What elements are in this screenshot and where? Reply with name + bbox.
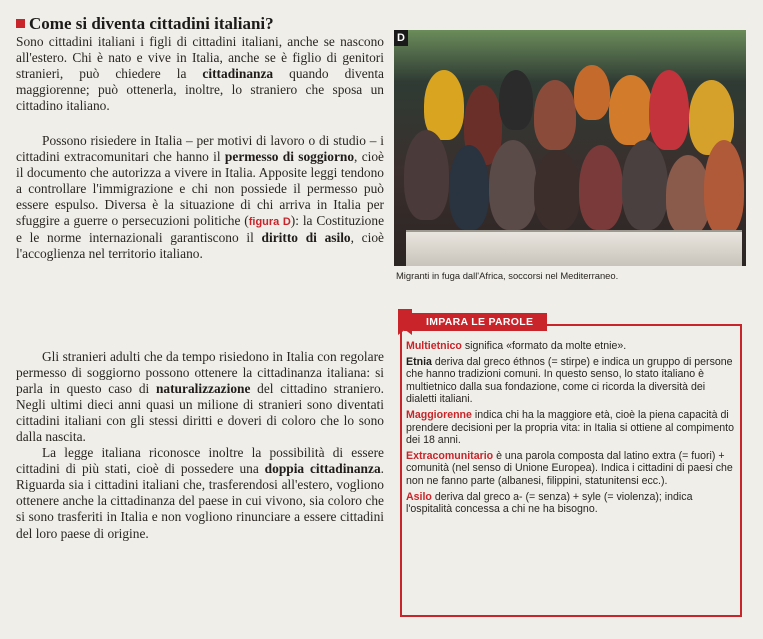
photo-boat xyxy=(406,230,742,266)
vocabulary-title: IMPARA LE PAROLE xyxy=(404,313,547,331)
term-diritto-di-asilo: diritto di asilo xyxy=(261,230,351,246)
figure-reference: figura D xyxy=(248,216,291,229)
photo-caption: Migranti in fuga dall'Africa, soccorsi nel Mediterraneo. xyxy=(396,270,619,281)
paragraph-3-text: Gli stranieri adulti che da tempo risiedono in Italia con regolare permesso di soggiorno possono ottenere la cittadinanza italiana: si parla in questo caso di naturalizzazione del cittadino straniero. Negli ultimi dieci anni quasi un milione di stranieri sono diventati cittadini italiani con gli stessi diritti e doveri di coloro che lo sono dalla nascita. xyxy=(16,349,384,445)
section-heading xyxy=(16,14,386,34)
heading-bullet-icon xyxy=(16,19,25,28)
p1-text: Sono cittadini italiani i figli di cittadini italiani, anche se nascono all'estero. Chi è nato e vive in Italia, anche se è figlio di genitori stranieri, può chiedere la cittadinanza quando diventa maggiorenne; può ottenerla, inoltre, lo straniero che sposa un cittadino italiano. xyxy=(16,34,384,114)
paragraph-2-text: Possono risiedere in Italia – per motivi di lavoro o di studio – i cittadini extracomunitari che hanno il permesso di soggiorno, cioè il documento che autorizza a vivere in Italia. Apposite leggi tendono a controllare l'immigrazione e chi non possiede il permesso può essere espulso. Diversa è la situazione di chi arriva in Italia per sfuggire a guerre o persecuzioni politiche (figura D): la Costituzione e le norme internazionali garantiscono il diritto di asilo, cioè l'accoglienza nel territorio italiano. xyxy=(16,133,385,262)
vocab-entry: Asilo deriva dal greco a- (= senza) + syle (= violenza); indica l'ospitalità concessa a chi ne ha bisogno. xyxy=(406,490,693,516)
heading-text: Come si diventa cittadini italiani? xyxy=(29,14,274,33)
term-permesso-di-soggiorno: permesso di soggiorno xyxy=(224,149,355,165)
vocabulary-entries xyxy=(406,340,736,519)
migrants-photo xyxy=(394,30,746,266)
term-cittadinanza: cittadinanza xyxy=(202,66,274,82)
vocab-entry: Multietnico significa «formato da molte etnie». xyxy=(406,340,627,352)
paragraph-4-text: La legge italiana riconosce inoltre la possibilità di essere cittadini di più stati, cioè di possedere una doppia cittadinanza. Riguarda sia i cittadini italiani che, trasferendosi all'estero, vogliono ottenere anche la cittadinanza del paese in cui vivono, sia coloro che si sono trasferiti in Italia e non vogliono rinunciare a essere cittadini del loro paese di origine. xyxy=(16,445,384,541)
term-naturalizzazione: naturalizzazione xyxy=(155,381,251,397)
term-doppia-cittadinanza: doppia cittadinanza xyxy=(264,461,381,477)
paragraph-2 xyxy=(16,133,384,262)
paragraph-1 xyxy=(16,34,384,114)
photo-label: D xyxy=(394,30,408,46)
paragraphs-3-4 xyxy=(16,349,384,542)
paragraph-1-text xyxy=(16,34,384,114)
vocab-entry: Extracomunitario è una parola composta dal latino extra (= fuori) + comunità (nel senso di Unione Europea). Indica i cittadini di paesi che non ne fanno parte (albanesi, filippini, statunitensi ecc.). xyxy=(406,449,733,487)
vocab-entry: Etnia deriva dal greco éthnos (= stirpe) e indica un gruppo di persone che hanno tradizioni comuni. In questo senso, lo stato italiano è multietnico dalla sua fondazione, come ci ricorda la diversità dei dialetti italiani. xyxy=(406,355,733,406)
vocab-entry: Maggiorenne indica chi ha la maggiore età, cioè la piena capacità di prendere decisioni per la propria vita: in Italia si ottiene al compimento dei 18 anni. xyxy=(406,408,734,447)
